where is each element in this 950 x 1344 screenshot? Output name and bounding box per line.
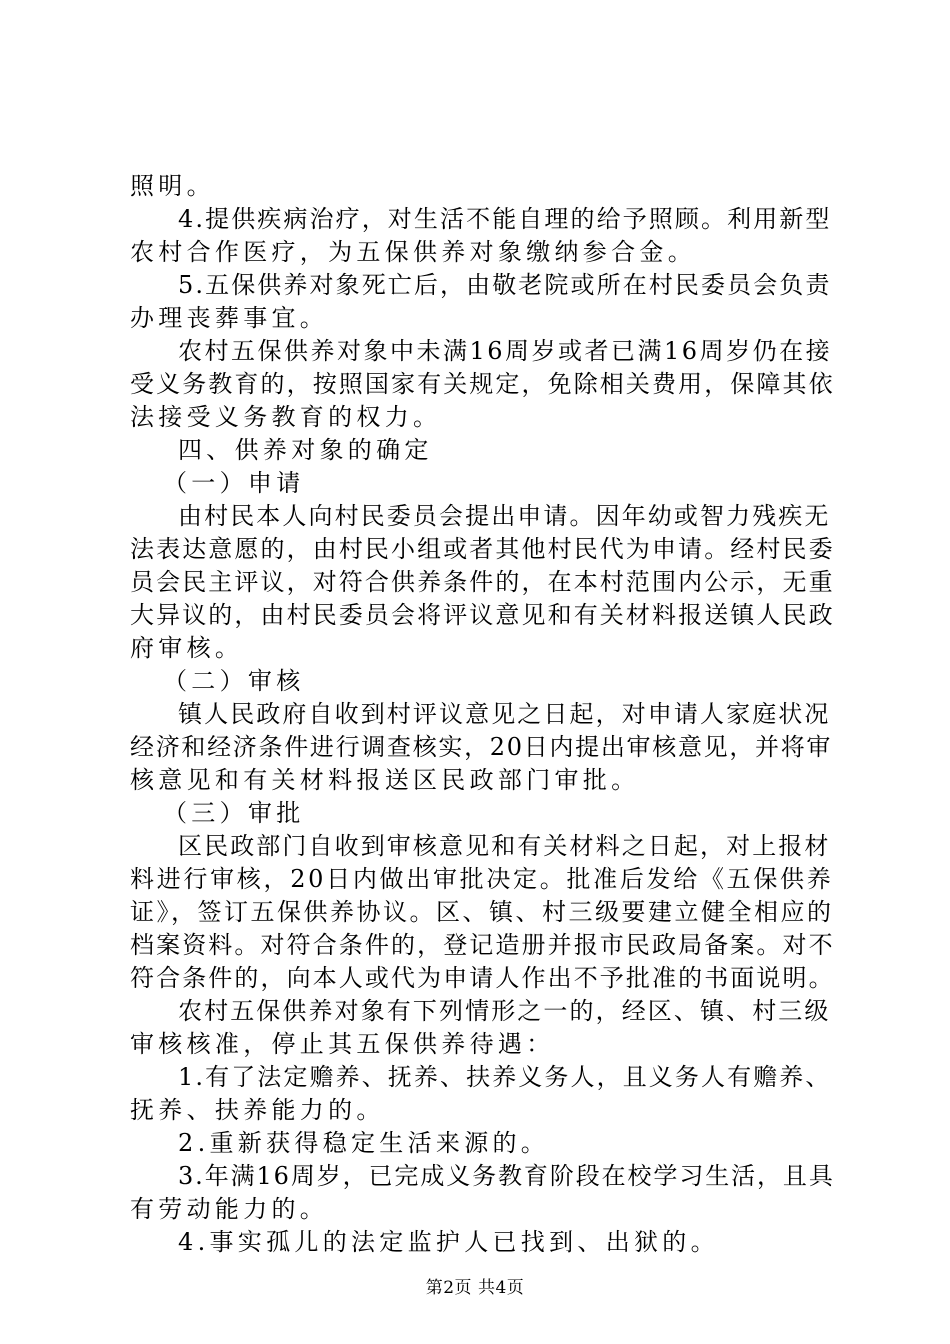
text-line: 5.五保供养对象死亡后，由敬老院或所在村民委员会负责 — [178, 271, 832, 299]
text-line: 府审核。 — [130, 634, 244, 662]
text-line: 核意见和有关材料报送区民政部门审批。 — [130, 766, 640, 794]
text-line: （一）申请 — [163, 469, 305, 497]
text-line: 抚养、扶养能力的。 — [130, 1096, 385, 1124]
document-body — [130, 170, 835, 1259]
text-line: 办理丧葬事宜。 — [130, 304, 329, 332]
text-line: 受义务教育的，按照国家有关规定，免除相关费用，保障其依 — [130, 370, 835, 398]
text-line: 审核核准，停止其五保供养待遇： — [130, 1030, 555, 1058]
text-line: 料进行审核，20日内做出审批决定。批准后发给《五保供养 — [130, 865, 834, 893]
text-line: （二）审核 — [163, 667, 305, 695]
text-line: 镇人民政府自收到村评议意见之日起，对申请人家庭状况 — [178, 700, 831, 728]
text-line: 4.事实孤儿的法定监护人已找到、出狱的。 — [178, 1228, 719, 1256]
text-line: （三）审批 — [163, 799, 305, 827]
page-footer — [0, 1273, 950, 1298]
text-line: 区民政部门自收到审核意见和有关材料之日起，对上报材 — [178, 832, 831, 860]
text-line: 3.年满16周岁，已完成义务教育阶段在校学习生活，且具 — [178, 1162, 835, 1190]
text-line: 四、供养对象的确定 — [178, 436, 433, 464]
text-line: 由村民本人向村民委员会提出申请。因年幼或智力残疾无 — [178, 502, 831, 530]
text-line: 2.重新获得稳定生活来源的。 — [178, 1129, 550, 1157]
text-line: 农村合作医疗，为五保供养对象缴纳参合金。 — [130, 238, 696, 266]
text-line: 法表达意愿的，由村民小组或者其他村民代为申请。经村民委 — [130, 535, 835, 563]
text-line: 4.提供疾病治疗，对生活不能自理的给予照顾。利用新型 — [178, 205, 832, 233]
text-line: 员会民主评议，对符合供养条件的，在本村范围内公示，无重 — [130, 568, 835, 596]
text-line: 经济和经济条件进行调查核实，20日内提出审核意见，并将审 — [130, 733, 833, 761]
text-line: 有劳动能力的。 — [130, 1195, 329, 1223]
text-line: 大异议的，由村民委员会将评议意见和有关材料报送镇人民政 — [130, 601, 835, 629]
text-line: 农村五保供养对象有下列情形之一的，经区、镇、村三级 — [178, 997, 831, 1025]
page-number-label: 第2页 共4页 — [425, 1278, 525, 1298]
text-line: 照明。 — [130, 172, 215, 200]
text-line: 符合条件的，向本人或代为申请人作出不予批准的书面说明。 — [130, 964, 835, 992]
text-line: 农村五保供养对象中未满16周岁或者已满16周岁仍在接 — [178, 337, 833, 365]
text-line: 法接受义务教育的权力。 — [130, 403, 442, 431]
text-line: 1.有了法定赡养、抚养、扶养义务人，且义务人有赡养、 — [178, 1063, 832, 1091]
text-line: 档案资料。对符合条件的，登记造册并报市民政局备案。对不 — [130, 931, 835, 959]
text-line: 证》，签订五保供养协议。区、镇、村三级要建立健全相应的 — [130, 898, 834, 926]
